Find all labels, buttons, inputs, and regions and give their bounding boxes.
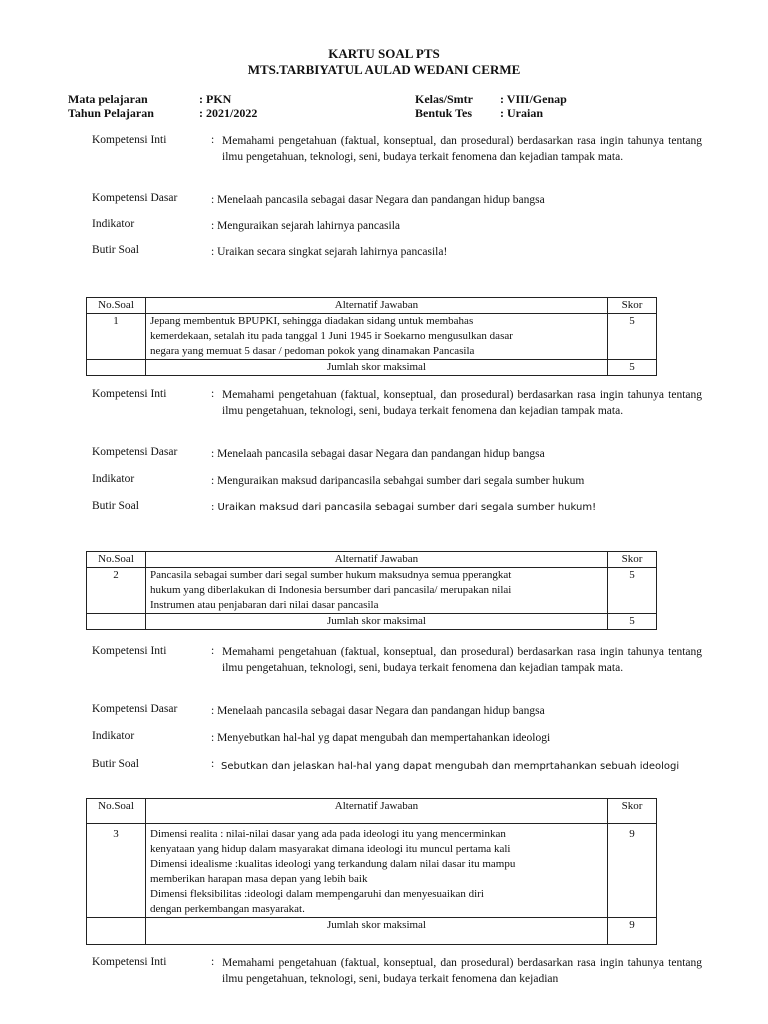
indikator-label: Indikator <box>92 473 135 485</box>
empty-cell <box>87 918 146 945</box>
indikator-text: : Menguraikan sejarah lahirnya pancasila <box>211 220 401 232</box>
ki-label: Kompetensi Inti <box>92 956 167 968</box>
tahun-label: Tahun Pelajaran <box>68 106 154 120</box>
kd-label: Kompetensi Dasar <box>92 446 178 458</box>
skor-cell: 9 <box>608 824 657 918</box>
col-skor: Skor <box>608 298 657 314</box>
answer-cell: Jepang membentuk BPUPKI, sehingga diadakan sidang untuk membahas kemerdekaan, setalah itu pada tanggal 1 Juni 1945 ir Soekarno mengusulkan dasar negara yang memuat 5 dasar / pedoman pokok yang dinamakan Pancasila <box>146 314 608 360</box>
butir-colon: : <box>211 758 215 770</box>
empty-cell <box>87 614 146 630</box>
total-row <box>87 918 657 945</box>
ki-text: Memahami pengetahuan (faktual, konseptual, dan prosedural) berdasarkan rasa ingin tahunya tentang ilmu pengetahuan, teknologi, seni, budaya terkait fenomena dan kejadian tampak mata. <box>222 389 702 417</box>
kelas-label: Kelas/Smtr <box>415 92 473 106</box>
ki-text: Memahami pengetahuan (faktual, konseptual, dan prosedural) berdasarkan rasa ingin tahunya tentang ilmu pengetahuan, teknologi, seni, budaya terkait fenomena dan kejadian tampak mata. <box>222 646 702 674</box>
ki-text: Memahami pengetahuan (faktual, konseptual, dan prosedural) berdasarkan rasa ingin tahunya tentang ilmu pengetahuan, teknologi, seni, budaya terkait fenomena dan kejadian tampak mata. <box>222 135 702 163</box>
ki-colon: : <box>211 388 215 400</box>
col-skor: Skor <box>608 799 657 824</box>
table-row <box>87 568 657 614</box>
no-cell: 1 <box>87 314 146 360</box>
butir-text: : Uraikan secara singkat sejarah lahirnya pancasila! <box>211 246 448 258</box>
col-no: No.Soal <box>87 799 146 824</box>
answer-table-2 <box>86 551 657 630</box>
kd-label: Kompetensi Dasar <box>92 192 178 204</box>
document-title: KARTU SOAL PTS <box>328 46 440 61</box>
col-no: No.Soal <box>87 552 146 568</box>
no-cell: 3 <box>87 824 146 918</box>
school-name: MTS.TARBIYATUL AULAD WEDANI CERME <box>247 62 521 77</box>
col-no: No.Soal <box>87 298 146 314</box>
butir-label: Butir Soal <box>92 244 139 256</box>
total-value: 5 <box>608 614 657 630</box>
table-row <box>87 314 657 360</box>
no-cell: 2 <box>87 568 146 614</box>
indikator-text: : Menguraikan maksud daripancasila sebahgai sumber dari segala sumber hukum <box>211 475 585 487</box>
butir-text: : Uraikan maksud dari pancasila sebagai sumber dari segala sumber hukum! <box>211 502 597 513</box>
mapel-value: : PKN <box>199 92 232 106</box>
total-row <box>87 360 657 376</box>
indikator-label: Indikator <box>92 730 135 742</box>
answer-table-1 <box>86 297 657 376</box>
ki-label: Kompetensi Inti <box>92 134 167 146</box>
bentuk-label: Bentuk Tes <box>415 106 473 120</box>
indikator-text: : Menyebutkan hal-hal yg dapat mengubah dan mempertahankan ideologi <box>211 732 551 744</box>
answer-cell: Dimensi realita : nilai-nilai dasar yang ada pada ideologi itu yang mencerminkan kenyataan yang hidup dalam masyarakat dimana ideologi itu muncul pertama kali Dimensi idealisme :kualitas ideologi yang terkandung dalam nilai dasar itu mampu memberikan harapan masa depan yang lebih baik Dimensi fleksibilitas :ideologi dalam mempengaruhi dan menyesuaikan diri dengan perkembangan masyarakat. <box>146 824 608 918</box>
ki-label: Kompetensi Inti <box>92 388 167 400</box>
indikator-label: Indikator <box>92 218 135 230</box>
butir-label: Butir Soal <box>92 500 139 512</box>
total-value: 5 <box>608 360 657 376</box>
kd-label: Kompetensi Dasar <box>92 703 178 715</box>
ki-colon: : <box>211 645 215 657</box>
kd-text: : Menelaah pancasila sebagai dasar Negara dan pandangan hidup bangsa <box>211 448 545 460</box>
bentuk-value: : Uraian <box>500 106 543 120</box>
butir-text: Sebutkan dan jelaskan hal-hal yang dapat mengubah dan memprtahankan sebuah ideologi <box>221 761 680 772</box>
skor-cell: 5 <box>608 314 657 360</box>
total-row <box>87 614 657 630</box>
ki-label: Kompetensi Inti <box>92 645 167 657</box>
tahun-value: : 2021/2022 <box>199 106 258 120</box>
col-alternatif: Alternatif Jawaban <box>146 298 608 314</box>
mapel-label: Mata pelajaran <box>68 92 148 106</box>
answer-cell: Pancasila sebagai sumber dari segal sumber hukum maksudnya semua pperangkat hukum yang diberlakukan di Indonesia bersumber dari pancasila/ merupakan nilai Instrumen atau penjabaran dari nilai dasar pancasila <box>146 568 608 614</box>
ki-colon: : <box>211 134 215 146</box>
butir-label: Butir Soal <box>92 758 139 770</box>
skor-cell: 5 <box>608 568 657 614</box>
total-label: Jumlah skor maksimal <box>146 360 608 376</box>
answer-table-3 <box>86 798 657 945</box>
kelas-value: : VIII/Genap <box>500 92 567 106</box>
col-alternatif: Alternatif Jawaban <box>146 552 608 568</box>
col-alternatif: Alternatif Jawaban <box>146 799 608 824</box>
kd-text: : Menelaah pancasila sebagai dasar Negara dan pandangan hidup bangsa <box>211 194 545 206</box>
col-skor: Skor <box>608 552 657 568</box>
ki-text: Memahami pengetahuan (faktual, konseptual, dan prosedural) berdasarkan rasa ingin tahunya tentang ilmu pengetahuan, teknologi, seni, budaya terkait fenomena dan kejadian <box>222 957 702 985</box>
total-value: 9 <box>608 918 657 945</box>
kd-text: : Menelaah pancasila sebagai dasar Negara dan pandangan hidup bangsa <box>211 705 545 717</box>
total-label: Jumlah skor maksimal <box>146 918 608 945</box>
total-label: Jumlah skor maksimal <box>146 614 608 630</box>
table-row <box>87 824 657 918</box>
empty-cell <box>87 360 146 376</box>
ki-colon: : <box>211 956 215 968</box>
